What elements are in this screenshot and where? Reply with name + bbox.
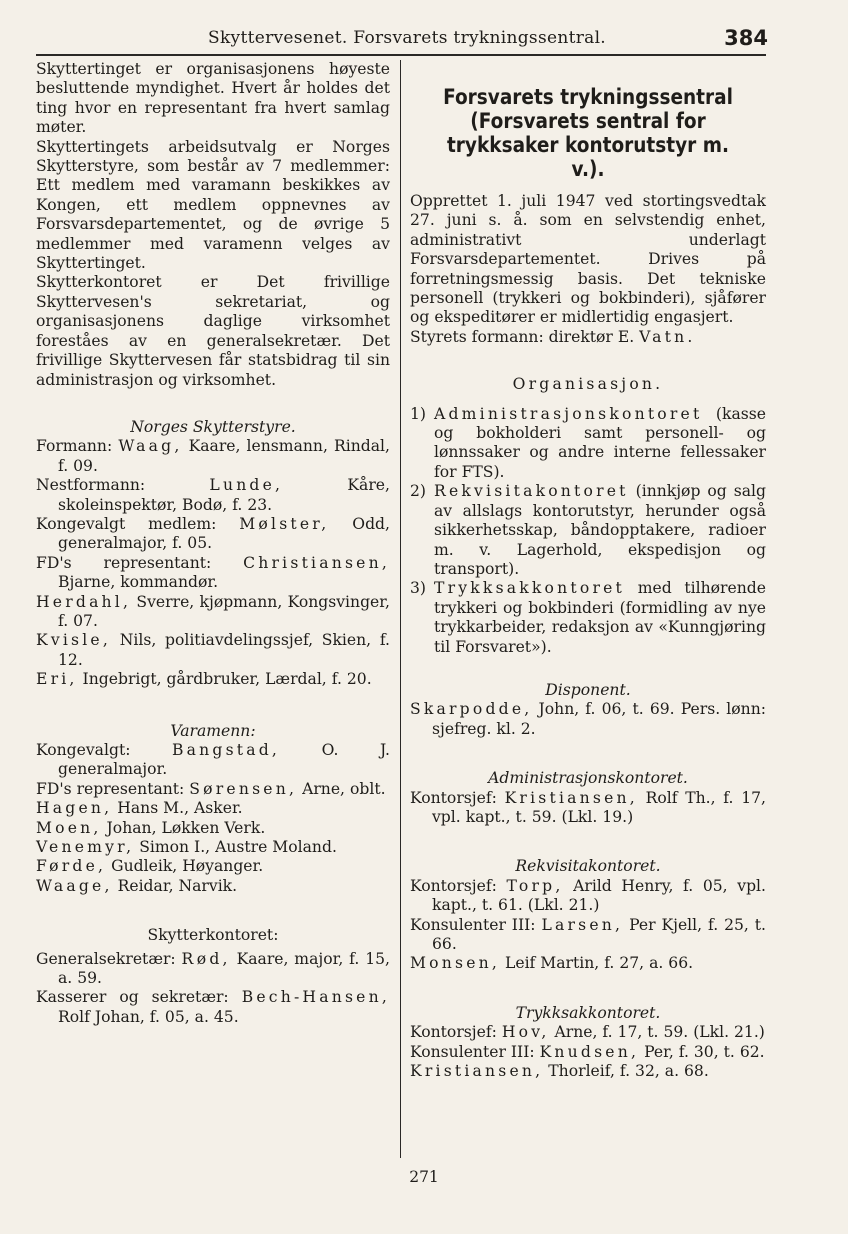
left-column bbox=[36, 60, 390, 1027]
tryk-entry: Konsulenter III: Knudsen, Per, f. 30, t. 62. bbox=[410, 1042, 765, 1061]
page-number-bottom: 271 bbox=[409, 1168, 439, 1186]
kontor-entry: Kasserer og sekretær: Bech-Hansen, Rolf Johan, f. 05, a. 45. bbox=[36, 988, 390, 1026]
styre-heading: Norges Skytterstyre. bbox=[130, 417, 296, 436]
rek-entry: Kontorsjef: Torp, Arild Henry, f. 05, vpl. kapt., t. 61. (Lkl. 21.) bbox=[410, 876, 767, 915]
rekvisitakontoret-heading: Rekvisitakontoret. bbox=[515, 857, 661, 876]
varamann-entry: Førde, Gudleik, Høyanger. bbox=[36, 857, 264, 876]
administrasjonskontoret-heading: Administrasjonskontoret. bbox=[488, 769, 688, 788]
adm-entry: Kontorsjef: Kristiansen, Rolf Th., f. 17, vpl. kapt., t. 59. (Lkl. 19.) bbox=[410, 788, 766, 826]
styre-entry: Kongevalgt medlem: Mølster, Odd, generalmajor, f. 05. bbox=[36, 514, 390, 553]
running-title: Skyttervesenet. Forsvarets trykningssentral. bbox=[208, 28, 607, 48]
disponent-heading: Disponent. bbox=[545, 680, 631, 699]
fts-intro: Opprettet 1. juli 1947 ved stortingsvedtak 27. juni s. å. som en selvstendig enhet, administrativt underlagt Forsvarsdepartementet. Drives på forretningsmessig basis. Det tekniske personell (trykkeri og bokbinderi), sjåfører og ekspeditører er midlertidig engasjert. bbox=[410, 192, 766, 327]
column-divider bbox=[400, 60, 401, 1158]
running-header bbox=[36, 22, 766, 52]
organisasjon-list bbox=[410, 405, 766, 657]
org-item: 2) Rekvisitakontoret (innkjøp og salg av allslags kontorutstyr, herunder også sikkerhetsskap, båndopptakere, radioer m. v. Lagerhold, ekspedisjon og transport). bbox=[410, 482, 766, 578]
intro-paragraph-2: Skyttertingets arbeidsutvalg er Norges Skytterstyre, som består av 7 medlemmer: Ett medlem med varamann beskikkes av Kongen, ett medlem oppnevnes av Forsvarsdepartementet, og de øvrige 5 medlemmer med varamenn velges av Skyttertinget. bbox=[36, 137, 390, 273]
rek-entry: Monsen, Leif Martin, f. 27, a. 66. bbox=[410, 954, 694, 973]
styre-entry: Nestformann: Lunde, Kåre, skoleinspektør, Bodø, f. 23. bbox=[36, 476, 390, 514]
skytterkontoret-heading: Skytterkontoret: bbox=[147, 926, 279, 945]
varamenn-list bbox=[36, 741, 390, 896]
styre-entry: FD's representant: Christiansen, Bjarne, kommandør. bbox=[36, 553, 390, 592]
organisasjon-heading: Organisasjon. bbox=[512, 375, 664, 394]
tryk-entry: Kristiansen, Thorleif, f. 32, a. 68. bbox=[410, 1062, 709, 1081]
varamenn-heading: Varamenn: bbox=[170, 721, 256, 740]
section-title: Forsvarets trykningssentral (Forsvarets sentral for trykksaker kontorutstyr m. v.). bbox=[443, 85, 733, 182]
varamann-entry: FD's representant: Sørensen, Arne, oblt. bbox=[36, 779, 386, 798]
org-item: 3) Trykksakkontoret med tilhørende trykkeri og bokbinderi (formidling av nye trykkarbeider, redaksjon av «Kunngjøring til Forsvaret»). bbox=[410, 579, 766, 656]
rek-entry: Konsulenter III: Larsen, Per Kjell, f. 25, t. 66. bbox=[410, 915, 766, 953]
varamann-entry: Hagen, Hans M., Asker. bbox=[36, 799, 243, 818]
varamann-entry: Moen, Johan, Løkken Verk. bbox=[36, 818, 266, 837]
right-column bbox=[410, 60, 766, 1081]
varamann-entry: Kongevalgt: Bangstad, O. J. generalmajor. bbox=[36, 741, 390, 779]
tryk-entry: Kontorsjef: Hov, Arne, f. 17, t. 59. (Lkl. 21.) bbox=[410, 1023, 765, 1042]
styre-list bbox=[36, 437, 390, 689]
varamann-entry: Waage, Reidar, Narvik. bbox=[36, 876, 238, 895]
styre-entry: Eri, Ingebrigt, gårdbruker, Lærdal, f. 20. bbox=[36, 670, 372, 689]
kontor-entry: Generalsekretær: Rød, Kaare, major, f. 15, a. 59. bbox=[36, 949, 390, 988]
skytterkontoret-list bbox=[36, 950, 390, 1028]
org-item: 1) Administrasjonskontoret (kasse og bokholderi samt personell- og lønnssaker og andre interne fellessaker for FTS). bbox=[410, 404, 766, 481]
styrets-formann: Styrets formann: direktør E. Vatn. bbox=[410, 327, 696, 346]
styre-entry: Kvisle, Nils, politiavdelingssjef, Skien, f. 12. bbox=[36, 631, 390, 669]
page-number-top: 384 bbox=[724, 26, 768, 50]
styre-entry: Formann: Waag, Kaare, lensmann, Rindal, f. 09. bbox=[36, 437, 390, 475]
trykksakkontoret-heading: Trykksakkontoret. bbox=[515, 1003, 661, 1022]
styre-entry: Herdahl, Sverre, kjøpmann, Kongsvinger, f. 07. bbox=[36, 592, 390, 630]
intro-paragraph-3: Skytterkontoret er Det frivillige Skyttervesen's sekretariat, og organisasjonens daglige virksomhet foreståes av en generalsekretær. Det frivillige Skyttervesen får statsbidrag til sin administrasjon og virksomhet. bbox=[36, 273, 390, 389]
header-rule bbox=[36, 54, 766, 56]
intro-paragraph-1: Skyttertinget er organisasjonens høyeste besluttende myndighet. Hvert år holdes det ting hvor en representant fra hvert samlag møter. bbox=[36, 60, 390, 137]
disponent-entry: Skarpodde, John, f. 06, t. 69. Pers. lønn: sjefreg. kl. 2. bbox=[410, 700, 766, 738]
varamann-entry: Venemyr, Simon I., Austre Moland. bbox=[36, 838, 337, 857]
